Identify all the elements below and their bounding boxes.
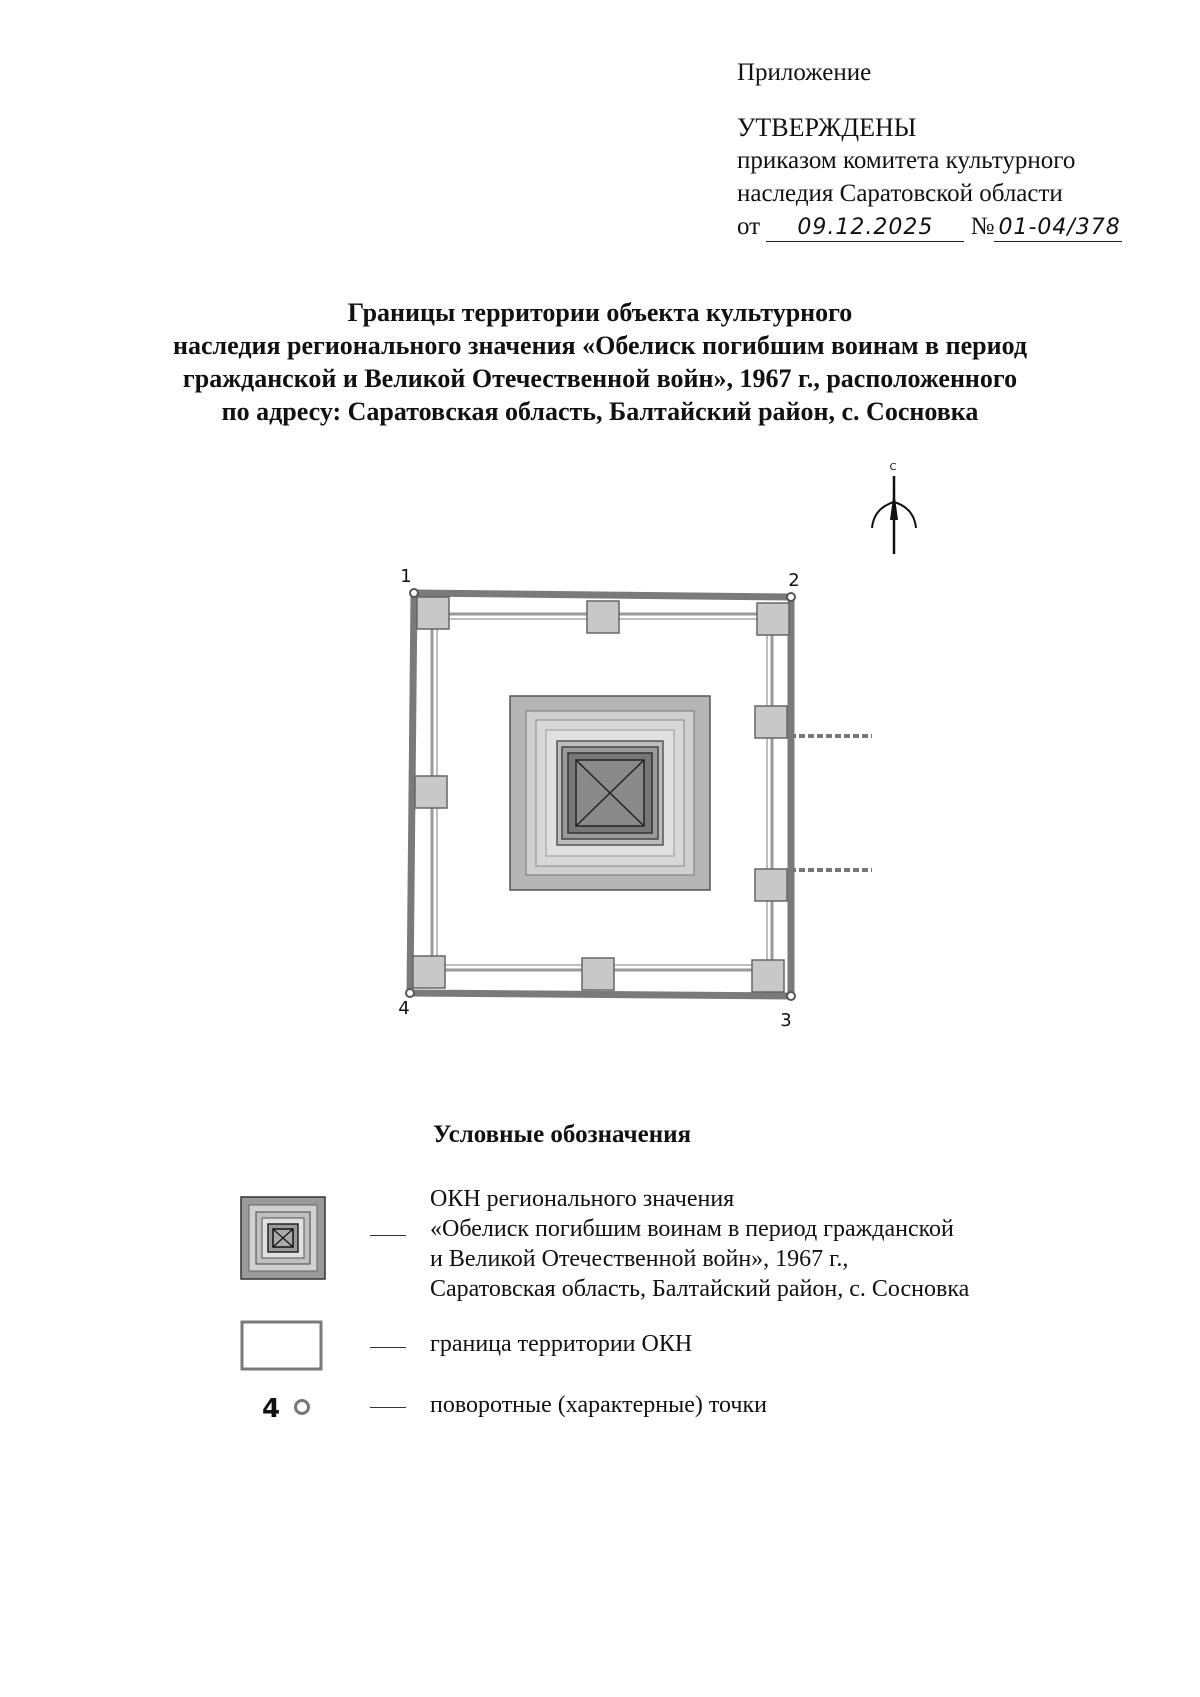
legend-dash bbox=[370, 1347, 406, 1348]
legend-points-text: поворотные (характерные) точки bbox=[430, 1392, 768, 1418]
pillar bbox=[752, 960, 784, 992]
title-line-3: гражданской и Великой Отечественной войн», 1967 г., расположенного bbox=[182, 364, 1018, 393]
legend-boundary-text: граница территории ОКН bbox=[430, 1331, 693, 1357]
pillar bbox=[415, 776, 447, 808]
approved-label: УТВЕРЖДЕНЫ bbox=[737, 113, 917, 142]
pillar bbox=[755, 869, 787, 901]
handwritten-number: 01-04/378 bbox=[994, 215, 1122, 242]
legend-boundary-icon bbox=[242, 1322, 321, 1369]
pillar bbox=[582, 958, 614, 990]
order-line-2: наследия Саратовской области bbox=[737, 180, 1063, 207]
turning-point-1 bbox=[410, 589, 418, 597]
title-line-2: наследия регионального значения «Обелиск погибшим воинам в период bbox=[173, 331, 1027, 360]
order-line-1: приказом комитета культурного bbox=[737, 147, 1076, 174]
point-label-2: 2 bbox=[788, 570, 800, 591]
number-prefix: № bbox=[970, 213, 995, 240]
point-label-4: 4 bbox=[398, 998, 410, 1019]
obelisk-monument bbox=[510, 696, 710, 890]
turning-point-3 bbox=[787, 992, 795, 1000]
pillar bbox=[417, 597, 449, 629]
legend-dash bbox=[370, 1235, 406, 1236]
legend-point-icon bbox=[294, 1399, 310, 1415]
gate-rails bbox=[790, 736, 872, 870]
pillar bbox=[755, 706, 787, 738]
legend-point-example-label: 4 bbox=[262, 1394, 281, 1424]
legend-okn-icon bbox=[241, 1197, 325, 1279]
pillar bbox=[587, 601, 619, 633]
pillar bbox=[757, 603, 789, 635]
legend-okn-line-3: и Великой Отечественной войн», 1967 г., bbox=[430, 1246, 849, 1272]
legend-okn-line-4: Саратовская область, Балтайский район, с. Сосновка bbox=[430, 1276, 970, 1302]
legend-okn-text bbox=[430, 1184, 969, 1304]
legend-dash bbox=[370, 1407, 406, 1408]
handwritten-date: 09.12.2025 bbox=[766, 215, 964, 242]
pillar bbox=[413, 956, 445, 988]
legend-okn-line-1: ОКН регионального значения bbox=[430, 1186, 735, 1212]
north-label: С bbox=[889, 462, 897, 473]
legend-title: Условные обозначения bbox=[433, 1121, 692, 1148]
point-label-3: 3 bbox=[780, 1010, 792, 1031]
title-line-4: по адресу: Саратовская область, Балтайский район, с. Сосновка bbox=[221, 397, 979, 426]
appendix-label: Приложение bbox=[737, 59, 872, 86]
legend-okn-line-2: «Обелиск погибшим воинам в период гражданской bbox=[430, 1216, 954, 1242]
turning-point-2 bbox=[787, 593, 795, 601]
title-line-1: Границы территории объекта культурного bbox=[347, 298, 853, 327]
turning-point-4 bbox=[406, 989, 414, 997]
date-prefix: от bbox=[737, 213, 761, 240]
point-label-1: 1 bbox=[400, 566, 412, 587]
north-arrow-icon bbox=[872, 462, 916, 554]
